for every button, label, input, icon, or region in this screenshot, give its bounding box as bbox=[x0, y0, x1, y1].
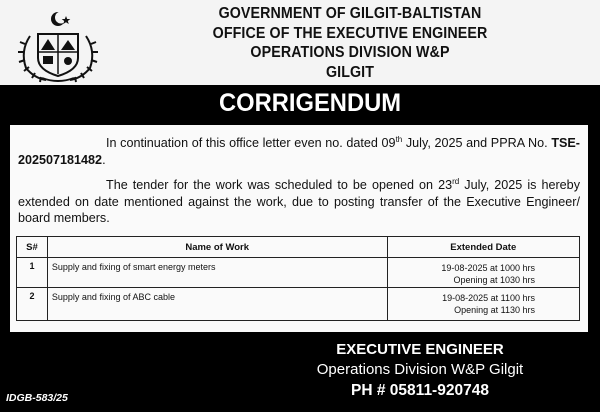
tse-number: TSE- 202507181482 bbox=[18, 136, 580, 167]
row-date: 19-08-2025 at 1100 hrs Opening at 1130 hrs bbox=[442, 293, 535, 315]
paragraph-continuation: In continuation of this office letter even no. dated 09th July, 2025 and PPRA No. TSE- 202507181482. bbox=[18, 134, 580, 167]
signatory-designation: EXECUTIVE ENGINEER bbox=[336, 341, 504, 358]
office-heading bbox=[100, 4, 600, 82]
signatory-phone: PH # 05811-920748 bbox=[351, 382, 489, 399]
row-date: 19-08-2025 at 1000 hrs Opening at 1030 hrs bbox=[441, 263, 535, 285]
row-work: Supply and fixing of ABC cable bbox=[51, 292, 175, 302]
gilgit-baltistan-emblem-icon bbox=[8, 6, 98, 84]
header-name-of-work: Name of Work bbox=[47, 237, 387, 258]
works-table bbox=[16, 236, 580, 321]
header-extended-date: Extended Date bbox=[387, 237, 580, 258]
row-work: Supply and fixing of smart energy meters bbox=[51, 262, 216, 272]
heading-line-office: OFFICE OF THE EXECUTIVE ENGINEER bbox=[212, 24, 488, 42]
reference-number: IDGB-583/25 bbox=[6, 392, 68, 404]
row-sn: 1 bbox=[29, 261, 35, 271]
notice-body bbox=[10, 125, 588, 332]
table-header-row bbox=[17, 237, 580, 258]
table-row bbox=[17, 288, 580, 321]
header-block bbox=[0, 0, 600, 85]
signature-block bbox=[300, 340, 540, 401]
notice-title: CORRIGENDUM bbox=[218, 89, 402, 117]
row-sn: 2 bbox=[29, 291, 35, 301]
signatory-office: Operations Division W&P Gilgit bbox=[316, 361, 524, 378]
heading-line-government: GOVERNMENT OF GILGIT-BALTISTAN bbox=[218, 5, 482, 22]
header-sn: S# bbox=[17, 237, 48, 258]
heading-line-division: OPERATIONS DIVISION W&P bbox=[250, 44, 450, 61]
table-row bbox=[17, 258, 580, 288]
paragraph-extension: The tender for the work was scheduled to be opened on 23rd July, 2025 is hereby extended on date mentioned against the work, due to posting transfer of the Executive Engineer/ board members. bbox=[18, 176, 580, 225]
heading-line-city: GILGIT bbox=[325, 63, 375, 81]
